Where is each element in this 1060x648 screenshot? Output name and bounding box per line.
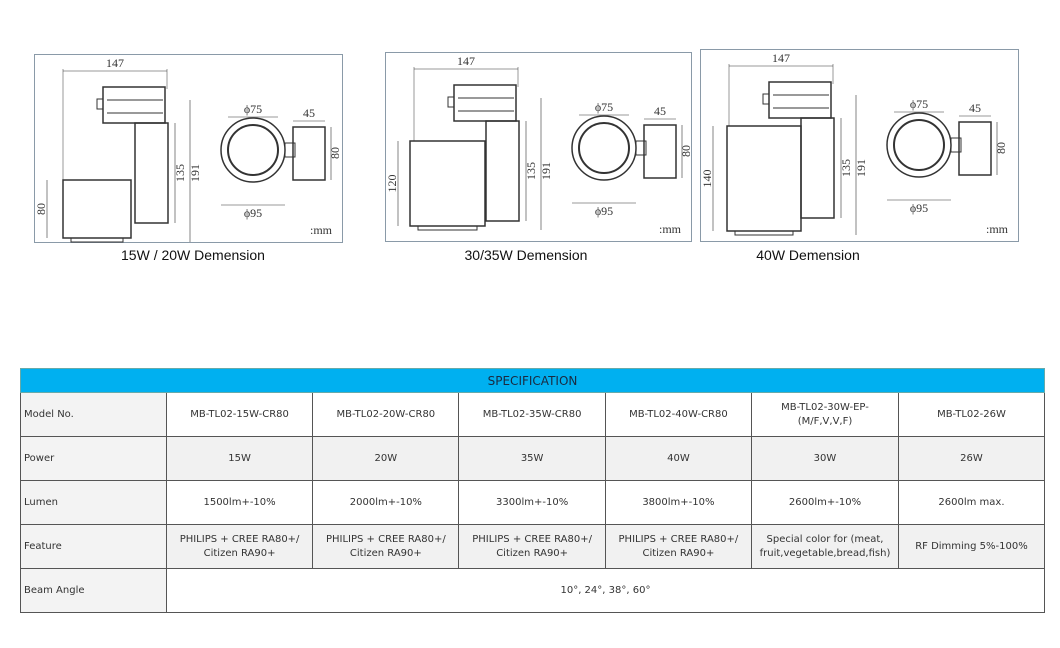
head-height-dimension: 80 [34,203,48,215]
stem-height-dimension: 135 [839,159,853,177]
side-view [700,51,868,235]
table-cell: 26W [898,437,1044,481]
table-cell: MB-TL02-35W-CR80 [459,393,605,437]
table-row [21,437,1045,481]
row-label: Lumen [21,481,167,525]
spec-title: SPECIFICATION [21,369,1045,393]
dimension-drawing-1 [34,54,343,243]
table-cell: 35W [459,437,605,481]
table-cell: PHILIPS + CREE RA80+/ Citizen RA90+ [605,525,751,569]
unit-label: :mm [658,222,681,236]
inner-diameter: ϕ75 [909,97,929,111]
bracket-width: 45 [654,104,666,118]
table-cell: MB-TL02-40W-CR80 [605,393,751,437]
bracket-width: 45 [969,101,981,115]
row-label: Beam Angle [21,569,167,613]
head-height-dimension: 120 [385,174,399,193]
side-view [385,54,553,230]
table-cell: MB-TL02-30W-EP- (M/F,V,V,F) [752,393,899,437]
table-cell: 30W [752,437,899,481]
table-cell: Special color for (meat, fruit,vegetable,bread,fish) [752,525,899,569]
table-row [21,393,1045,437]
table-cell: 2000lm+-10% [313,481,459,525]
front-view [572,100,693,218]
table-cell: PHILIPS + CREE RA80+/ Citizen RA90+ [313,525,459,569]
table-row [21,569,1045,613]
table-cell: 15W [166,437,312,481]
drawing-caption: 15W / 20W Demension [121,247,265,263]
table-cell: MB-TL02-15W-CR80 [166,393,312,437]
outer-diameter: ϕ95 [243,206,263,220]
side-view [34,56,202,242]
unit-label: :mm [985,222,1008,236]
dimension-drawing-2 [385,52,692,242]
stem-height-dimension: 135 [524,162,538,180]
table-cell: 3800lm+-10% [605,481,751,525]
table-cell: RF Dimming 5%-100% [898,525,1044,569]
table-cell: 40W [605,437,751,481]
table-cell: MB-TL02-26W [898,393,1044,437]
table-cell: PHILIPS + CREE RA80+/ Citizen RA90+ [166,525,312,569]
table-row [21,481,1045,525]
front-view [221,102,342,220]
table-cell: 20W [313,437,459,481]
total-height-dimension: 191 [854,159,868,177]
bracket-height: 80 [994,142,1008,154]
row-label: Feature [21,525,167,569]
drawing-caption: 30/35W Demension [464,247,588,263]
outer-diameter: ϕ95 [594,204,614,218]
width-dimension: 147 [457,54,475,68]
bracket-height: 80 [679,145,693,157]
table-cell: MB-TL02-20W-CR80 [313,393,459,437]
front-view [887,97,1008,215]
table-cell: 2600lm+-10% [752,481,899,525]
width-dimension: 147 [772,51,790,65]
table-cell: 1500lm+-10% [166,481,312,525]
table-cell: PHILIPS + CREE RA80+/ Citizen RA90+ [459,525,605,569]
drawing-caption: 40W Demension [756,247,860,263]
dimension-drawing-3 [700,49,1019,242]
total-height-dimension: 191 [539,162,553,180]
table-cell: 3300lm+-10% [459,481,605,525]
total-height-dimension: 191 [188,164,202,182]
specification-table [20,368,1045,613]
table-cell: 10°, 24°, 38°, 60° [166,569,1044,613]
table-row [21,525,1045,569]
bracket-width: 45 [303,106,315,120]
inner-diameter: ϕ75 [594,100,614,114]
head-height-dimension: 140 [700,169,714,188]
row-label: Power [21,437,167,481]
inner-diameter: ϕ75 [243,102,263,116]
outer-diameter: ϕ95 [909,201,929,215]
bracket-height: 80 [328,147,342,159]
unit-label: :mm [309,223,332,237]
width-dimension: 147 [106,56,124,70]
table-cell: 2600lm max. [898,481,1044,525]
row-label: Model No. [21,393,167,437]
stem-height-dimension: 135 [173,164,187,182]
